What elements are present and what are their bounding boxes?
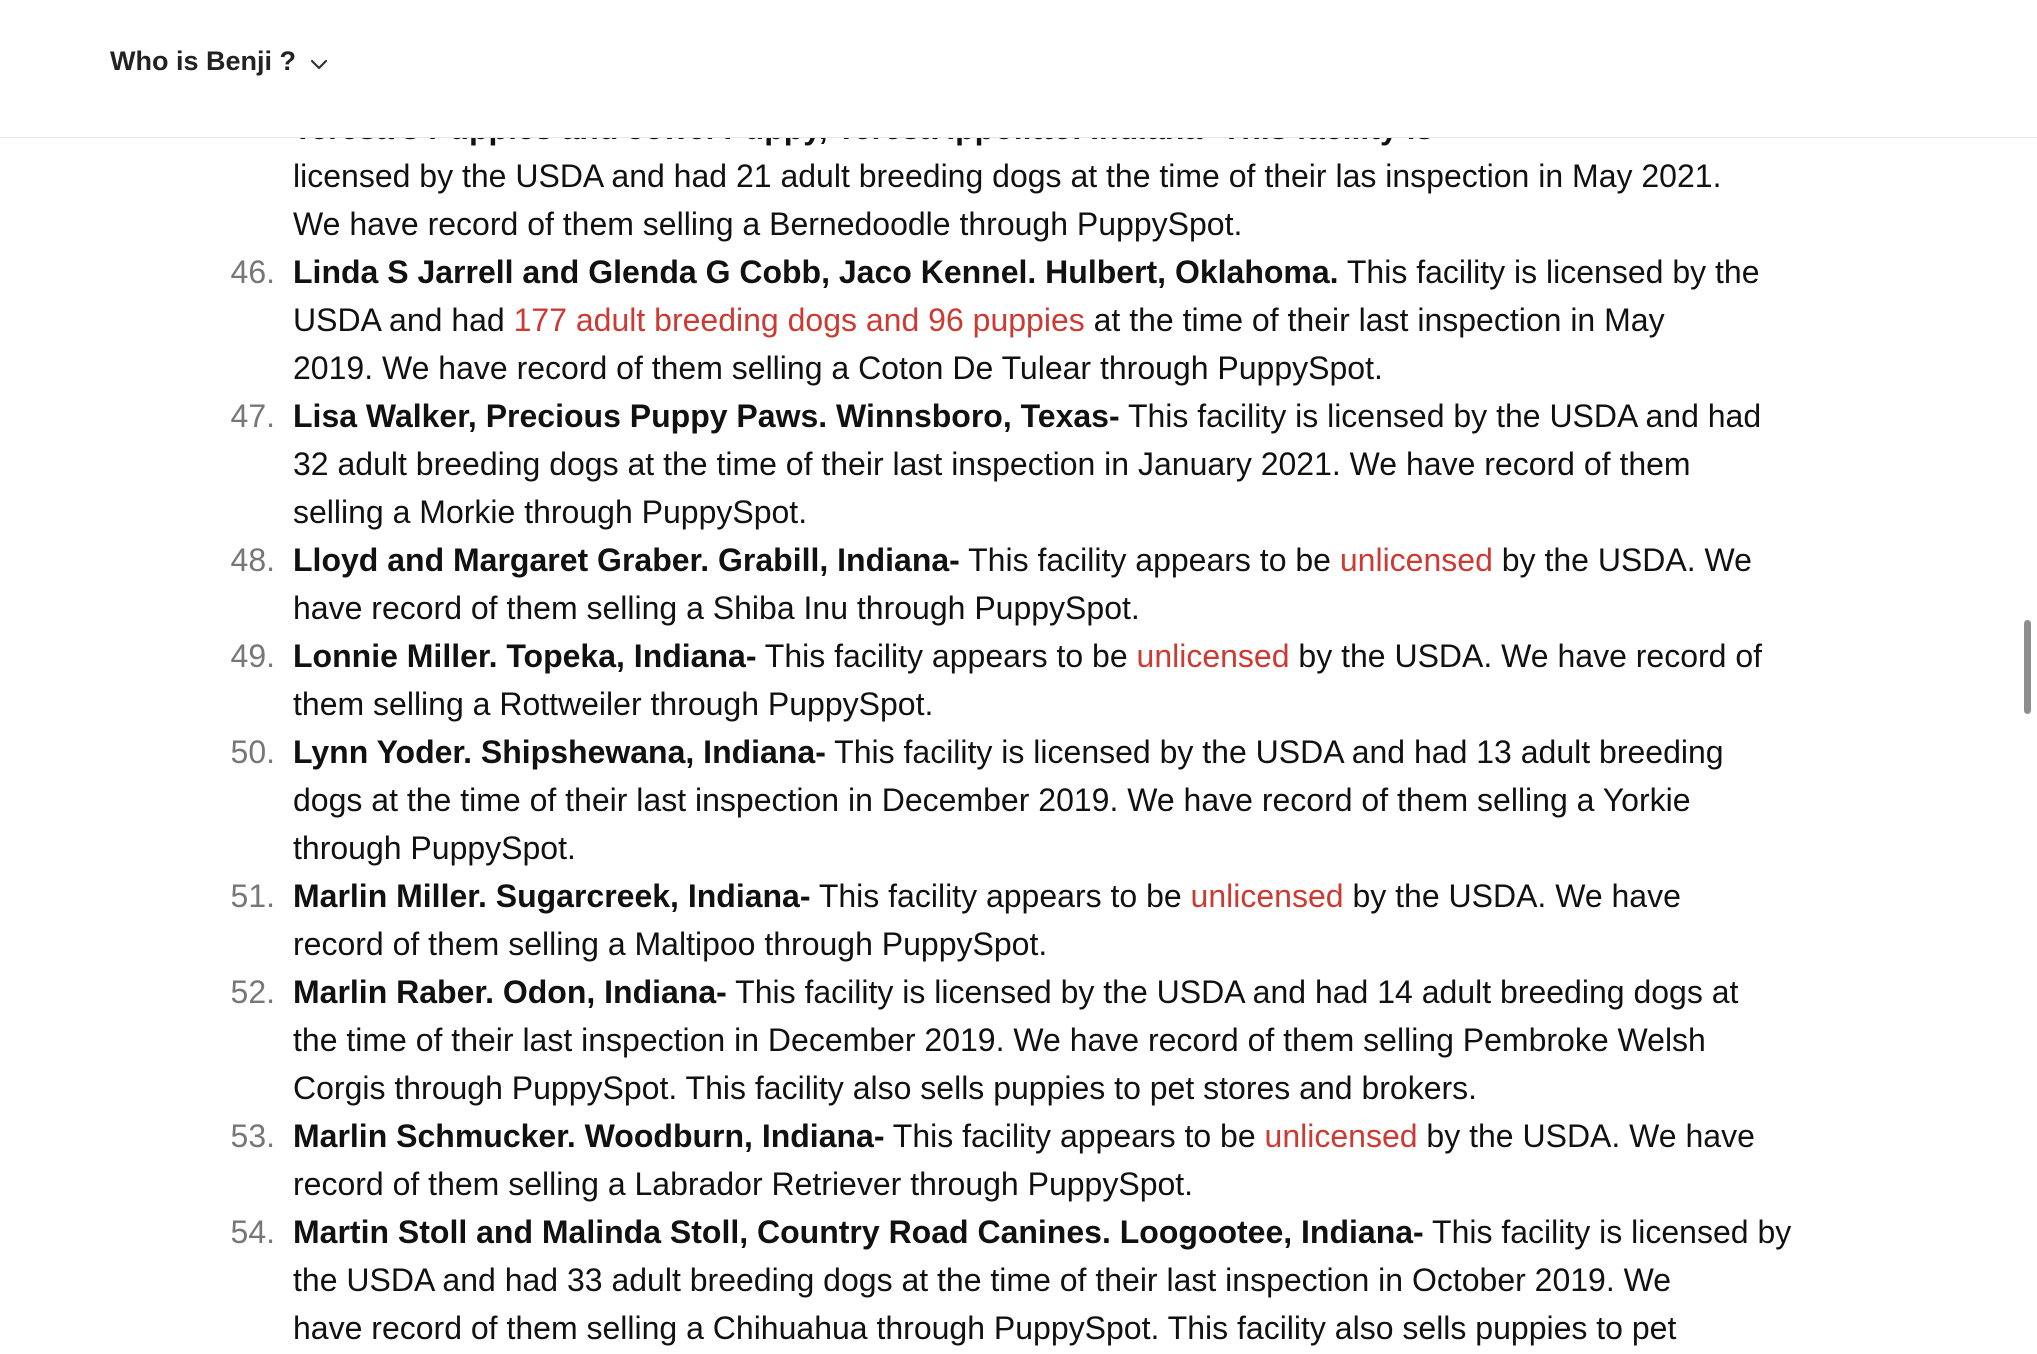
list-item-47-line-2: 32 adult breeding dogs at the time of their last inspection in January 2021. We have record of them <box>293 446 1691 482</box>
chevron-down-icon <box>308 51 330 73</box>
list-item-51-line-1: Marlin Miller. Sugarcreek, Indiana- This facility appears to be unlicensed by the USDA. We have <box>293 878 1681 914</box>
list-item-51-line-2: record of them selling a Maltipoo through PuppySpot. <box>293 926 1048 962</box>
list-item-54-line-2: the USDA and had 33 adult breeding dogs at the time of their last inspection in October 2019. We <box>293 1262 1672 1298</box>
list-number: 53. <box>230 1118 275 1154</box>
list-item-50-line-3: through PuppySpot. <box>293 830 576 866</box>
list-item-54-line-3: have record of them selling a Chihuahua through PuppySpot. This facility also sells puppies to pet <box>293 1310 1677 1346</box>
list-number: 49. <box>230 638 275 674</box>
list-number: 54. <box>230 1214 275 1250</box>
inspection-report-link[interactable]: 177 adult breeding dogs and 96 puppies <box>513 302 1085 338</box>
list-number: 47. <box>230 398 275 434</box>
unlicensed-link[interactable]: unlicensed <box>1136 638 1290 674</box>
list-item-47-line-1: Lisa Walker, Precious Puppy Paws. Winnsboro, Texas- This facility is licensed by the USDA and had <box>293 398 1762 434</box>
list-item-49-line-2: them selling a Rottweiler through PuppySpot. <box>293 686 934 722</box>
list-item-53-line-1: Marlin Schmucker. Woodburn, Indiana- This facility appears to be unlicensed by the USDA. We have <box>293 1118 1755 1154</box>
list-number: 51. <box>230 878 275 914</box>
breeder-name: Marlin Raber. Odon, Indiana- <box>293 974 727 1010</box>
breeder-name: Lonnie Miller. Topeka, Indiana- <box>293 638 757 674</box>
list-item-47-line-3: selling a Morkie through PuppySpot. <box>293 494 808 530</box>
list-item-46-line-3: 2019. We have record of them selling a Coton De Tulear through PuppySpot. <box>293 350 1383 386</box>
breeder-name: Lloyd and Margaret Graber. Grabill, Indiana- <box>293 542 960 578</box>
list-item-50-line-2: dogs at the time of their last inspection in December 2019. We have record of them selling a Yorkie <box>293 782 1691 818</box>
breeder-name: Lisa Walker, Precious Puppy Paws. Winnsboro, Texas- <box>293 398 1120 434</box>
list-item-45-line-1: licensed by the USDA and had 21 adult breeding dogs at the time of their las inspection in May 2021. <box>293 158 1722 194</box>
breeder-name: Martin Stoll and Malinda Stoll, Country Road Canines. Loogootee, Indiana- <box>293 1214 1424 1250</box>
unlicensed-link[interactable]: unlicensed <box>1190 878 1344 914</box>
list-item-46-line-2: USDA and had 177 adult breeding dogs and 96 puppies at the time of their last inspection in May <box>293 302 1665 338</box>
list-number: 48. <box>230 542 275 578</box>
list-item-48-line-1: Lloyd and Margaret Graber. Grabill, Indiana- This facility appears to be unlicensed by the USDA. We <box>293 542 1752 578</box>
site-header <box>0 0 2037 138</box>
list-number: 52. <box>230 974 275 1010</box>
unlicensed-link[interactable]: unlicensed <box>1339 542 1493 578</box>
unlicensed-link[interactable]: unlicensed <box>1264 1118 1418 1154</box>
list-number: 46. <box>230 254 275 290</box>
breeder-name: Lynn Yoder. Shipshewana, Indiana- <box>293 734 826 770</box>
list-item-50-line-1: Lynn Yoder. Shipshewana, Indiana- This facility is licensed by the USDA and had 13 adult breeding <box>293 734 1724 770</box>
scrollbar-thumb[interactable] <box>2024 620 2031 714</box>
list-item-46-line-1: Linda S Jarrell and Glenda G Cobb, Jaco Kennel. Hulbert, Oklahoma. This facility is licensed by the <box>293 254 1760 290</box>
list-item-48-line-2: have record of them selling a Shiba Inu through PuppySpot. <box>293 590 1140 626</box>
breeder-name: Marlin Miller. Sugarcreek, Indiana- <box>293 878 811 914</box>
list-item-53-line-2: record of them selling a Labrador Retriever through PuppySpot. <box>293 1166 1194 1202</box>
list-item-49-line-1: Lonnie Miller. Topeka, Indiana- This facility appears to be unlicensed by the USDA. We have record of <box>293 638 1763 674</box>
list-item-52-line-1: Marlin Raber. Odon, Indiana- This facility is licensed by the USDA and had 14 adult breeding dogs at <box>293 974 1739 1010</box>
list-item-52-line-2: the time of their last inspection in December 2019. We have record of them selling Pembroke Welsh <box>293 1022 1706 1058</box>
list-number: 50. <box>230 734 275 770</box>
breeder-name: Linda S Jarrell and Glenda G Cobb, Jaco Kennel. Hulbert, Oklahoma. <box>293 254 1339 290</box>
who-is-benji-menu[interactable] <box>110 46 330 77</box>
list-item-52-line-3: Corgis through PuppySpot. This facility also sells puppies to pet stores and brokers. <box>293 1070 1478 1106</box>
menu-label: Who is Benji ? <box>110 46 296 76</box>
list-item-54-line-1: Martin Stoll and Malinda Stoll, Country Road Canines. Loogootee, Indiana- This facility is licensed by <box>293 1214 1792 1250</box>
list-item-45-line-2: We have record of them selling a Bernedoodle through PuppySpot. <box>293 206 1243 242</box>
breeder-name: Marlin Schmucker. Woodburn, Indiana- <box>293 1118 885 1154</box>
